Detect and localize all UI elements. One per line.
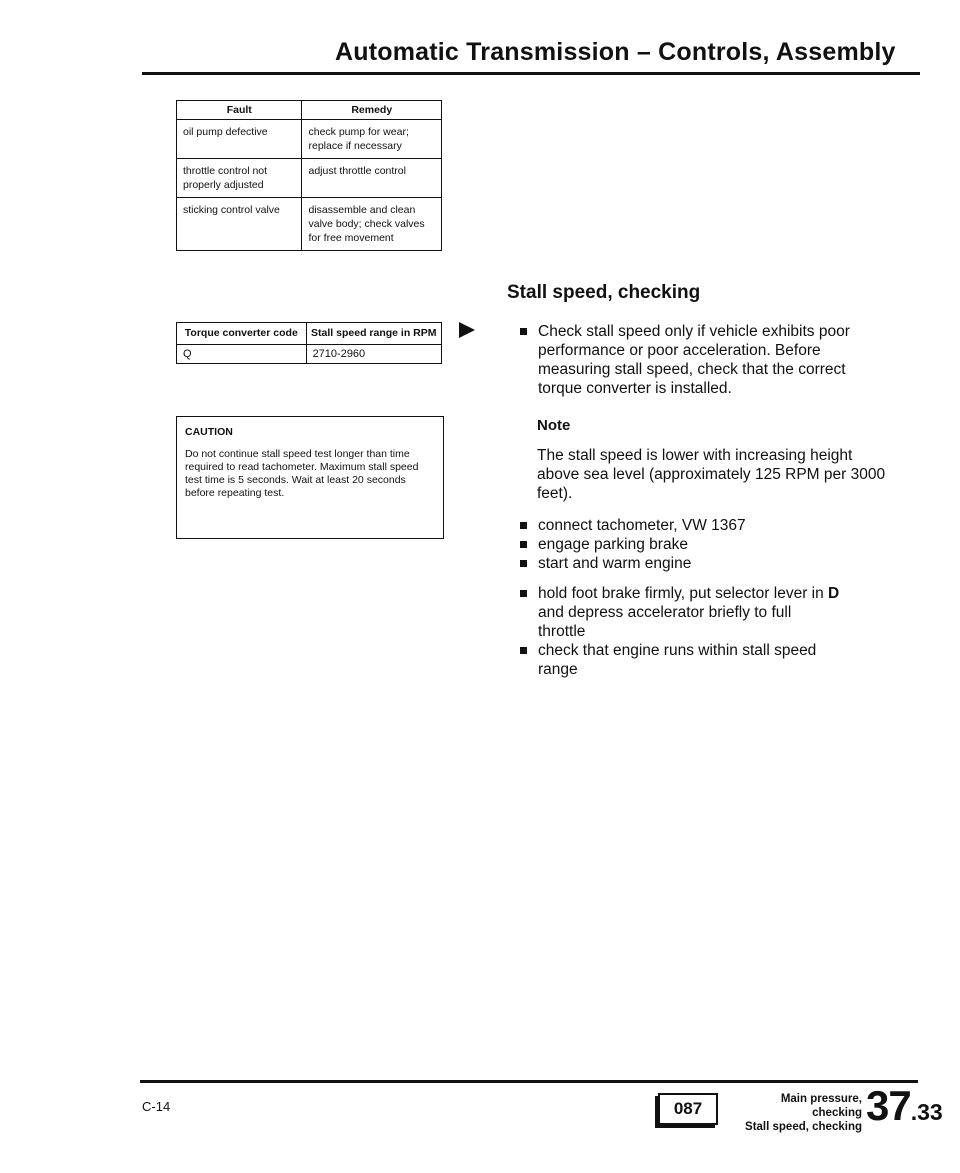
fault-cell: sticking control valve	[177, 198, 302, 251]
caution-text: Do not continue stall speed test longer than time required to read tachometer. Maximum stall speed test time is 5 seconds. Wait at least 20 seconds before repeating test.	[185, 448, 419, 499]
step-item-check: check that engine runs within stall speed range	[520, 641, 840, 679]
page-title: Automatic Transmission – Controls, Assembly	[335, 38, 896, 66]
steps-group-1	[520, 516, 920, 573]
column-header-fault: Fault	[177, 101, 302, 120]
note-label: Note	[537, 417, 571, 434]
section-major: 37	[866, 1082, 911, 1129]
step-item: connect tachometer, VW 1367	[520, 516, 920, 535]
table-row	[177, 159, 442, 198]
fault-cell: oil pump defective	[177, 120, 302, 159]
table-row	[177, 120, 442, 159]
note-text: The stall speed is lower with increasing height above sea level (approximately 125 RPM per 3000 feet).	[537, 447, 886, 502]
remedy-cell: disassemble and clean valve body; check valves for free movement	[302, 198, 442, 251]
footer-topic-2: Stall speed, checking	[745, 1121, 862, 1133]
footer-box-number: 087	[658, 1093, 718, 1125]
footer-topic-1: Main pressure, checking	[780, 1093, 862, 1119]
footer-section-number	[866, 1082, 943, 1130]
column-header-remedy: Remedy	[302, 101, 442, 120]
table-header-row	[177, 101, 442, 120]
step-hold-gear: D	[828, 585, 840, 602]
stall-speed-table	[176, 322, 442, 364]
arrow-marker-icon	[459, 322, 475, 338]
intro-bullet: Check stall speed only if vehicle exhibits poor performance or poor acceleration. Before measuring stall speed, check that the correct torque converter is installed.	[520, 322, 880, 398]
column-header-torque-code: Torque converter code	[177, 323, 307, 345]
fault-remedy-table	[176, 100, 442, 251]
table-header-row	[177, 323, 442, 345]
step-item-hold	[520, 584, 840, 641]
intro-bullet-block	[520, 322, 880, 398]
header-rule	[142, 72, 920, 75]
footer-rule	[140, 1080, 918, 1083]
step-hold-prefix: hold foot brake firmly, put selector lever in	[538, 585, 824, 602]
page-code: C-14	[142, 1099, 171, 1114]
section-heading: Stall speed, checking	[507, 282, 701, 303]
step-item: start and warm engine	[520, 554, 920, 573]
torque-code-cell: Q	[177, 345, 307, 364]
remedy-cell: check pump for wear; replace if necessary	[302, 120, 442, 159]
footer-topics	[732, 1092, 862, 1134]
stall-range-cell: 2710-2960	[306, 345, 441, 364]
table-row	[177, 198, 442, 251]
caution-box	[176, 416, 444, 539]
steps-group-2	[520, 584, 840, 679]
column-header-stall-range: Stall speed range in RPM	[306, 323, 441, 345]
fault-cell: throttle control not properly adjusted	[177, 159, 302, 198]
remedy-cell: adjust throttle control	[302, 159, 442, 198]
step-hold-suffix: and depress accelerator briefly to full throttle	[538, 604, 792, 640]
caution-title: CAUTION	[185, 426, 233, 438]
step-item: engage parking brake	[520, 535, 920, 554]
table-row	[177, 345, 442, 364]
section-minor: .33	[910, 1099, 943, 1125]
